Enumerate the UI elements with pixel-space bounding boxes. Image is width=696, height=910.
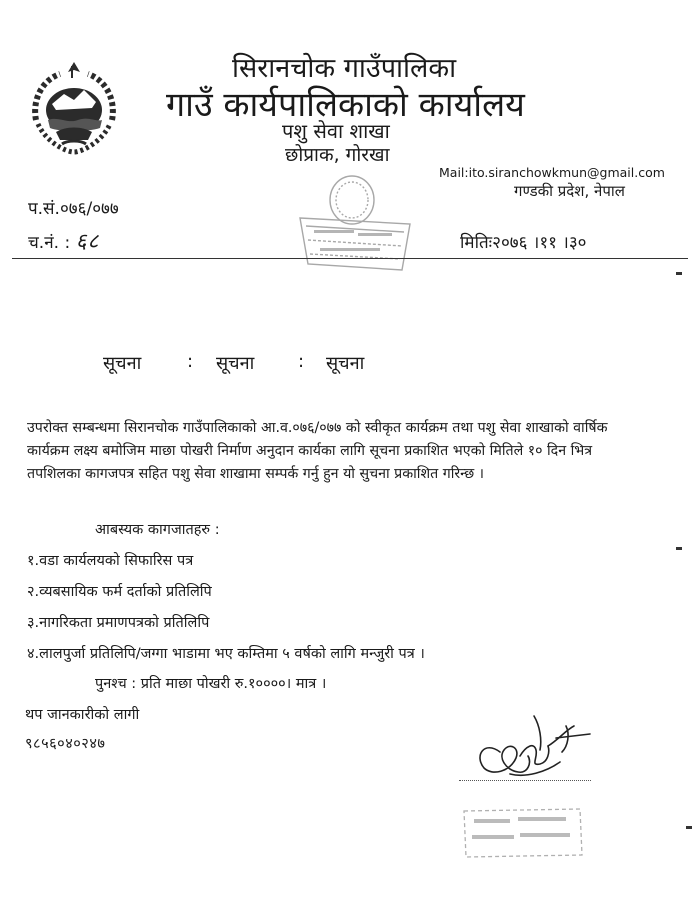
- date-value: २०७६ ।११ ।३०: [492, 233, 587, 253]
- date-label: मितिः: [460, 233, 493, 253]
- paragraph-line: उपरोक्त सम्बन्धमा सिरानचोक गाउँपालिकाको आ.व.०७६/०७७ को स्वीकृत कार्यक्रम तथा पशु सेवा शाखाको वार्षिक: [27, 420, 608, 436]
- notice-title: सूचना: [216, 353, 255, 374]
- scan-mark: [676, 272, 682, 275]
- notice-title-separator: :: [298, 351, 305, 372]
- section-name: पशु सेवा शाखा: [282, 119, 390, 143]
- letter-number-value: ०७६/०७७: [59, 199, 119, 219]
- more-info-label: थप जानकारीको लागी: [25, 707, 140, 723]
- document-item: २.व्यबसायिक फर्म दर्ताको प्रतिलिपि: [27, 584, 212, 600]
- email-address: Mail:ito.siranchowkmun@gmail.com: [439, 165, 665, 180]
- office-name: गाउँ कार्यपालिकाको कार्यालय: [166, 85, 525, 125]
- scan-mark: [686, 826, 692, 829]
- dispatch-number-value: ६८: [75, 229, 100, 253]
- documents-heading: आबस्यक कागजातहरु :: [95, 522, 220, 538]
- notice-paragraph: [27, 417, 675, 486]
- signature-icon: [470, 712, 595, 784]
- province-name: गण्डकी प्रदेश, नेपाल: [514, 182, 625, 200]
- document-item: १.वडा कार्यलयको सिफारिस पत्र: [27, 553, 194, 569]
- government-emblem-icon: [22, 60, 126, 160]
- notice-title-separator: :: [187, 351, 194, 372]
- signature-line: [459, 780, 591, 781]
- municipality-name: सिरानचोक गाउँपालिका: [232, 53, 457, 84]
- date: [460, 230, 587, 253]
- scan-mark: [676, 547, 682, 550]
- signature-stamp-icon: [460, 805, 585, 860]
- letter-number-label: प.सं.: [28, 199, 60, 219]
- paragraph-line: तपशिलका कागजपत्र सहित पशु सेवा शाखामा सम्पर्क गर्नु हुन यो सुचना प्रकाशित गरिन्छ ।: [27, 466, 485, 482]
- postscript: पुनश्च : प्रति माछा पोखरी रु.१००००। मात्र ।: [95, 676, 327, 692]
- dispatch-number-label: च.नं. :: [28, 233, 71, 253]
- paragraph-line: कार्यक्रम लक्ष्य बमोजिम माछा पोखरी निर्माण अनुदान कार्यका लागि सूचना प्रकाशित भएको मितिले १० दिन भित्र: [27, 443, 593, 459]
- notice-title: सूचना: [103, 353, 142, 374]
- office-address: छोप्राक, गोरखा: [285, 144, 390, 166]
- header-divider: [12, 258, 688, 259]
- office-seal-stamp-icon: [290, 160, 420, 280]
- phone-number: ९८५६०४०२४७: [25, 736, 106, 752]
- document-item: ३.नागरिकता प्रमाणपत्रको प्रतिलिपि: [27, 615, 210, 631]
- dispatch-number: [28, 227, 99, 255]
- notice-title: सूचना: [326, 353, 365, 374]
- document-item: ४.लालपुर्जा प्रतिलिपि/जग्गा भाडामा भए कम्तिमा ५ वर्षको लागि मन्जुरी पत्र ।: [27, 646, 425, 662]
- letter-number: [28, 196, 119, 219]
